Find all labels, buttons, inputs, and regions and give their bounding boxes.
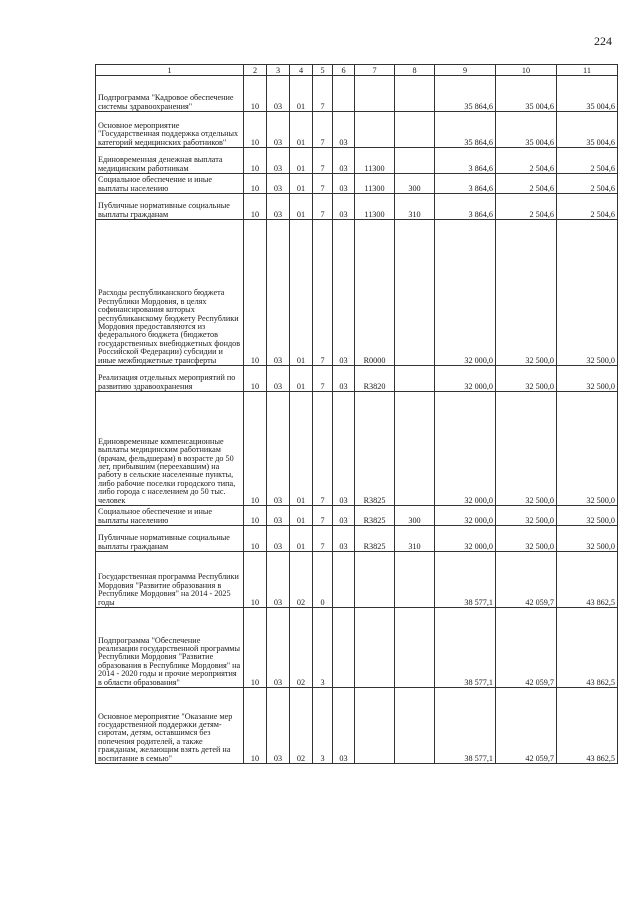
code-cell: 01 [290,174,313,194]
code-cell: 11300 [355,194,395,220]
header-cell: 10 [496,65,557,76]
table-row [96,552,618,608]
row-name-cell: Подпрограмма "Обеспечение реализации государственной программы Республики Мордовия "Развитие образования в Республике Мордовия" на 2014 - 2020 годы и прочие мероприятия в области образования" [96,608,244,688]
amount-cell: 42 059,7 [496,688,557,764]
header-cell: 1 [96,65,244,76]
code-cell: 7 [313,366,333,392]
row-name-cell: Социальное обеспечение и иные выплаты населению [96,506,244,526]
header-cell: 8 [395,65,435,76]
code-cell [395,392,435,506]
code-cell: 3 [313,688,333,764]
amount-cell: 38 577,1 [435,608,496,688]
header-cell: 9 [435,65,496,76]
row-name-cell: Единовременные компенсационные выплаты медицинским работникам (врачам, фельдшерам) в возрасте до 50 лет, прибывшим (переехавшим) на работу в сельские населенные пункты, либо рабочие поселки городского типа, либо города с населением до 50 тыс. человек [96,392,244,506]
code-cell: 01 [290,506,313,526]
code-cell [395,688,435,764]
amount-cell: 32 000,0 [435,506,496,526]
code-cell: 02 [290,608,313,688]
code-cell [395,552,435,608]
code-cell: 10 [244,76,267,112]
table-body [96,76,618,764]
amount-cell: 2 504,6 [557,174,618,194]
code-cell: 02 [290,688,313,764]
code-cell: 310 [395,194,435,220]
amount-cell: 32 500,0 [557,220,618,366]
table-row [96,174,618,194]
table-row [96,506,618,526]
amount-cell: 32 000,0 [435,526,496,552]
code-cell: 7 [313,76,333,112]
amount-cell: 35 004,6 [557,112,618,148]
code-cell: 01 [290,194,313,220]
amount-cell: 2 504,6 [496,174,557,194]
table-row [96,366,618,392]
code-cell [395,112,435,148]
row-name-cell: Основное мероприятие "Оказание мер государственной поддержки детям-сиротам, детям, оставшимся без попечения родителей, а также гражданам, желающим взять детей на воспитание в семью" [96,688,244,764]
code-cell: 03 [267,392,290,506]
amount-cell: 32 500,0 [496,220,557,366]
code-cell: 11300 [355,174,395,194]
code-cell: 03 [267,366,290,392]
code-cell: 01 [290,220,313,366]
code-cell [333,552,355,608]
code-cell: 11300 [355,148,395,174]
code-cell: 10 [244,608,267,688]
amount-cell: 35 864,6 [435,112,496,148]
code-cell [395,76,435,112]
code-cell [355,552,395,608]
code-cell: 300 [395,506,435,526]
code-cell: 03 [267,112,290,148]
table-row [96,148,618,174]
table-row [96,526,618,552]
amount-cell: 35 004,6 [496,112,557,148]
header-cell: 3 [267,65,290,76]
code-cell: 10 [244,552,267,608]
code-cell: 7 [313,112,333,148]
row-name-cell: Публичные нормативные социальные выплаты гражданам [96,526,244,552]
amount-cell: 35 864,6 [435,76,496,112]
row-name-cell: Реализация отдельных мероприятий по развитию здравоохранения [96,366,244,392]
code-cell: 03 [267,76,290,112]
code-cell: 03 [267,220,290,366]
code-cell: 03 [267,526,290,552]
amount-cell: 43 862,5 [557,688,618,764]
code-cell: 3 [313,608,333,688]
code-cell: 300 [395,174,435,194]
code-cell: 03 [333,506,355,526]
code-cell: 03 [333,148,355,174]
code-cell: 03 [333,392,355,506]
code-cell: R3825 [355,392,395,506]
code-cell: 03 [333,220,355,366]
code-cell: 03 [267,194,290,220]
row-name-cell: Основное мероприятие "Государственная поддержка отдельных категорий медицинских работников" [96,112,244,148]
amount-cell: 32 500,0 [496,366,557,392]
code-cell [355,688,395,764]
code-cell: 10 [244,194,267,220]
amount-cell: 42 059,7 [496,608,557,688]
row-name-cell: Расходы республиканского бюджета Республики Мордовия, в целях софинансирования которых республиканскому бюджету Республики Мордовия предоставляются из федерального бюджета (бюджетов государственных внебюджетных фондов Российской Федерации) субсидии и иные межбюджетные трансферты [96,220,244,366]
table-row [96,112,618,148]
code-cell: R3820 [355,366,395,392]
code-cell: 03 [333,526,355,552]
code-cell: 7 [313,392,333,506]
code-cell [333,76,355,112]
code-cell: 01 [290,76,313,112]
amount-cell: 32 000,0 [435,366,496,392]
header-cell: 2 [244,65,267,76]
code-cell: 03 [267,608,290,688]
row-name-cell: Подпрограмма "Кадровое обеспечение системы здравоохранения" [96,76,244,112]
code-cell: 03 [267,688,290,764]
budget-table [95,64,618,764]
code-cell [333,608,355,688]
table-row [96,392,618,506]
page-number: 224 [594,34,612,48]
code-cell: 03 [333,194,355,220]
amount-cell: 43 862,5 [557,552,618,608]
code-cell: 10 [244,392,267,506]
header-cell: 4 [290,65,313,76]
table-row [96,688,618,764]
code-cell [355,112,395,148]
code-cell: R3825 [355,526,395,552]
code-cell [395,366,435,392]
code-cell: 03 [333,366,355,392]
amount-cell: 2 504,6 [496,194,557,220]
code-cell: 0 [313,552,333,608]
amount-cell: 32 500,0 [496,526,557,552]
code-cell: 01 [290,148,313,174]
amount-cell: 3 864,6 [435,148,496,174]
row-name-cell: Единовременная денежная выплата медицинским работникам [96,148,244,174]
amount-cell: 35 004,6 [496,76,557,112]
code-cell: 7 [313,220,333,366]
code-cell [395,608,435,688]
amount-cell: 35 004,6 [557,76,618,112]
amount-cell: 3 864,6 [435,174,496,194]
table-row [96,608,618,688]
code-cell: 10 [244,174,267,194]
code-cell: 10 [244,688,267,764]
amount-cell: 32 500,0 [557,526,618,552]
table-row [96,220,618,366]
table-row [96,76,618,112]
amount-cell: 32 500,0 [496,392,557,506]
amount-cell: 32 000,0 [435,220,496,366]
code-cell: 10 [244,526,267,552]
code-cell: 02 [290,552,313,608]
amount-cell: 32 500,0 [557,392,618,506]
amount-cell: 38 577,1 [435,552,496,608]
header-cell: 11 [557,65,618,76]
code-cell: 03 [267,148,290,174]
code-cell: 03 [267,174,290,194]
code-cell: 10 [244,112,267,148]
header-cell: 7 [355,65,395,76]
amount-cell: 3 864,6 [435,194,496,220]
table-row [96,194,618,220]
code-cell: 10 [244,506,267,526]
code-cell: 03 [333,174,355,194]
code-cell: 7 [313,194,333,220]
code-cell: R0000 [355,220,395,366]
amount-cell: 32 000,0 [435,392,496,506]
code-cell: 7 [313,526,333,552]
code-cell: 7 [313,148,333,174]
code-cell: 01 [290,112,313,148]
amount-cell: 32 500,0 [496,506,557,526]
code-cell: 03 [267,552,290,608]
code-cell: 03 [333,688,355,764]
header-cell: 5 [313,65,333,76]
code-cell [395,148,435,174]
code-cell: 7 [313,174,333,194]
code-cell: R3825 [355,506,395,526]
header-row [96,65,618,76]
amount-cell: 38 577,1 [435,688,496,764]
code-cell: 10 [244,148,267,174]
code-cell: 03 [333,112,355,148]
code-cell [395,220,435,366]
amount-cell: 42 059,7 [496,552,557,608]
header-cell: 6 [333,65,355,76]
row-name-cell: Государственная программа Республики Мордовия "Развитие образования в Республике Мордовия" на 2014 - 2025 годы [96,552,244,608]
amount-cell: 32 500,0 [557,366,618,392]
code-cell: 01 [290,366,313,392]
code-cell: 310 [395,526,435,552]
code-cell: 01 [290,392,313,506]
row-name-cell: Социальное обеспечение и иные выплаты населению [96,174,244,194]
code-cell: 7 [313,506,333,526]
code-cell: 03 [267,506,290,526]
amount-cell: 43 862,5 [557,608,618,688]
row-name-cell: Публичные нормативные социальные выплаты гражданам [96,194,244,220]
amount-cell: 32 500,0 [557,506,618,526]
code-cell [355,76,395,112]
code-cell [355,608,395,688]
amount-cell: 2 504,6 [557,194,618,220]
code-cell: 01 [290,526,313,552]
code-cell: 10 [244,220,267,366]
code-cell: 10 [244,366,267,392]
amount-cell: 2 504,6 [557,148,618,174]
amount-cell: 2 504,6 [496,148,557,174]
